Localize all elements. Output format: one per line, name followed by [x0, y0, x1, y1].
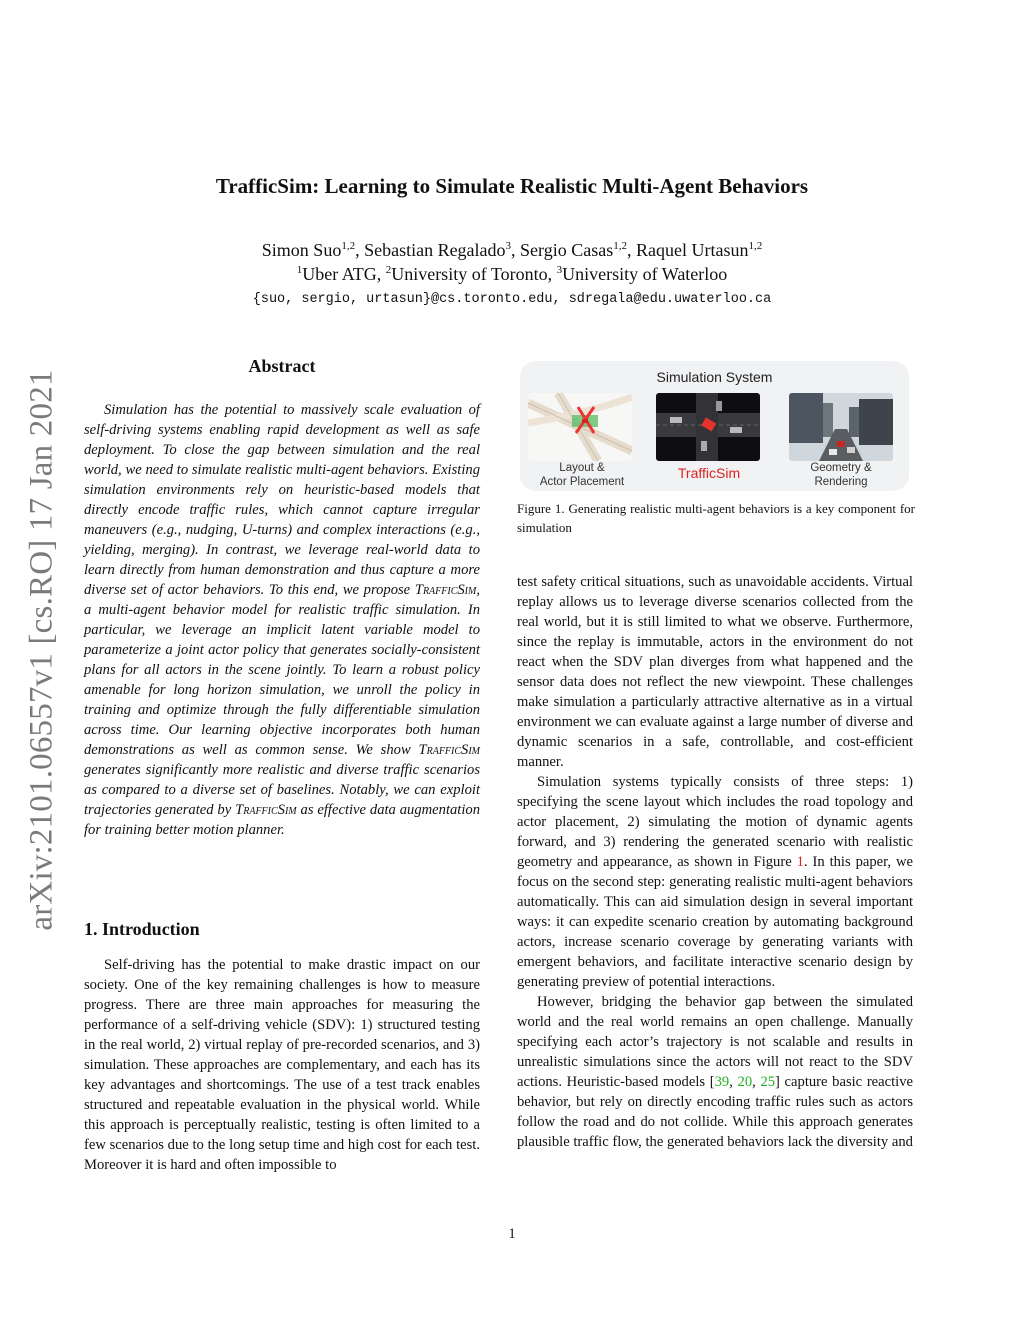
author-name: Simon Suo — [261, 240, 342, 260]
figure-caption: Figure 1. Generating realistic multi-agent behaviors is a key component for simulation — [517, 501, 915, 535]
model-name: TrafficSim — [235, 802, 297, 818]
figure-title: Simulation System — [656, 369, 773, 385]
affiliation: Uber ATG — [302, 264, 377, 284]
citation-link[interactable]: 39 — [714, 1074, 730, 1090]
citation-link[interactable]: 20 — [737, 1074, 753, 1090]
trafficsim-simulation-image — [656, 393, 760, 461]
paper-title: TrafficSim: Learning to Simulate Realistic Multi-Agent Behaviors — [215, 174, 809, 198]
author-name: Sergio Casas — [520, 240, 614, 260]
figure-label-trafficsim: TrafficSim — [677, 465, 741, 481]
author-list: Simon Suo$^{1,2}$, Sebastian Regalado$^3$, Sergio Casas$^{1,2}$, Raquel Urtasun$^{1,2}$ — [261, 240, 763, 260]
affiliation: University of Waterloo — [562, 264, 728, 284]
author-name: Raquel Urtasun — [635, 240, 749, 260]
author-emails: {suo, sergio, urtasun}@cs.toronto.edu, sdregala@edu.uwaterloo.ca — [252, 292, 772, 307]
right-column-text — [517, 572, 913, 1152]
section-heading-introduction: 1. Introduction — [84, 919, 200, 939]
figure-label-layout: Layout & Actor Placement — [539, 462, 625, 488]
abstract-heading: Abstract — [248, 356, 316, 376]
model-name: TrafficSim — [414, 582, 477, 598]
affiliation: University of Toronto — [391, 264, 548, 284]
author-name: Sebastian Regalado — [364, 240, 506, 260]
body-paragraph: Simulation systems typically consists of three steps: 1) specifying the scene layout which includes the road topology and actor placement, 2) simulating the motion of dynamic agents forward, and 3) rendering the generated scenario with realistic geometry and appearance, as shown in Figure 1. In this paper, we focus on the second step: generating realistic multi-agent behaviors automatically. This can aid simulation design in several important ways: it can expedite scenario creation by automating background actors, increase scenario coverage by generating variants with emergent behaviors, and facilitate interactive scenario design by generating preview of potential interactions. — [517, 774, 913, 990]
arxiv-sidebar-stamp — [22, 360, 62, 940]
affiliation-list: $^1$Uber ATG, $^2$University of Toronto, $^3$University of Waterloo — [296, 264, 728, 284]
abstract-text: Simulation has the potential to massively scale evaluation of self-driving systems enabling rapid development as well as safe deployment. To close the gap between simulation and the real world, we need to simulate realistic multi-agent behaviors. Existing simulation environments rely on heuristic-based models that directly encode traffic rules, which cannot capture irregular maneuvers (e.g., nudging, U-turns) and complex interactions (e.g., yielding, merging). In contrast, we leverage real-world data to learn directly from human demonstration and thus capture a more diverse set of actor behaviors. To this end, we propose TrafficSim, a multi-agent behavior model for realistic traffic simulation. In particular, we leverage an implicit latent variable model to parameterize a joint actor policy that generates socially-consistent plans for all actors in the scene jointly. To learn a robust policy amenable for long horizon simulation, we unroll the policy in training and optimize through the fully differentiable simulation across time. Our learning objective incorporates both human demonstrations as well as common sense. We show TrafficSim generates significantly more realistic and diverse traffic scenarios as compared to a diverse set of baselines. Notably, we can exploit trajectories generated by TrafficSim as effective data augmentation for training better motion planner. — [84, 402, 480, 838]
citation-link[interactable]: 25 — [760, 1074, 776, 1090]
figure-reference-link[interactable]: 1 — [796, 854, 804, 870]
rendered-scene-image — [789, 393, 893, 461]
figure-label-rendering: Geometry & Rendering — [810, 462, 872, 488]
model-name: TrafficSim — [418, 742, 480, 758]
page-number: 1 — [508, 1226, 516, 1242]
body-paragraph: However, bridging the behavior gap between the simulated world and the real world remains an open challenge. Manually specifying each actor’s trajectory is not scalable and results in unrealistic simulations since the actors will not react to the SDV actions. Heuristic-based models [39, 20, 25] capture basic reactive behavior, but rely on directly encoding traffic rules such as actors follow the road and do not collide. While this approach generates plausible traffic flow, the generated behaviors lack the diversity and — [517, 994, 914, 1150]
layout-map-image — [528, 393, 632, 461]
figure-simulation-system — [520, 361, 909, 491]
body-paragraph: test safety critical situations, such as unavoidable accidents. Virtual replay allows us to leverage diverse scenarios collected from the real world, but it is still limited to what we observe. Furthermore, since the replay is immutable, actors in the environment do not react when the SDV plan diverges from what happened and the sensor data does not reflect the new viewpoint. These challenges make simulation a particularly attractive alternative as in a virtual environment we can evaluate against a large number of diverse and dynamic scenarios in a safe, controllable, and cost-efficient manner. — [517, 574, 913, 770]
arxiv-id-text: arXiv:2101.06557v1 [cs.RO] 17 Jan 2021 — [23, 369, 60, 931]
intro-paragraph: Self-driving has the potential to make drastic impact on our society. One of the key remaining challenges is how to measure progress. There are three main approaches for measuring the performance of a self-driving vehicle (SDV): 1) structured testing in the real world, 2) virtual replay of pre-recorded scenarios, and 3) simulation. These approaches are complementary, and each has its key advantages and shortcomings. The use of a test track enables structured and repeatable evaluation in the physical world. While this approach is perceptually realistic, testing is often limited to a few scenarios due to the long setup time and high cost for each test. Moreover it is hard and often impossible to — [84, 957, 480, 1173]
